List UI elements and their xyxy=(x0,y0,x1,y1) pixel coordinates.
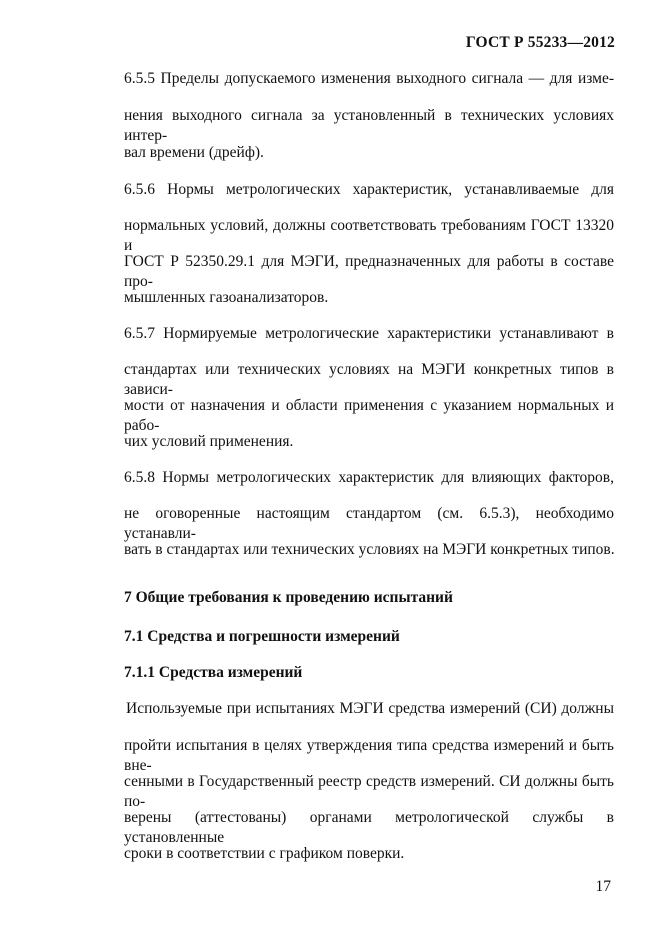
paragraph-7-1-1-line-3: сенными в Государственный реестр средств измерений. СИ должны быть по- xyxy=(124,773,614,810)
paragraph-6-5-5-line-2: нения выходного сигнала за установленный в технических условиях интер- xyxy=(124,107,614,144)
paragraph-6-5-7-line-3: мости от назначения и области применения с указанием нормальных и рабо- xyxy=(124,397,614,434)
paragraph-6-5-7-line-1: 6.5.7 Нормируемые метрологические характеристики устанавливают в xyxy=(124,325,614,342)
paragraph-6-5-6-line-1: 6.5.6 Нормы метрологических характеристик, устанавливаемые для xyxy=(124,181,614,198)
paragraph-6-5-5-line-3: вал времени (дрейф). xyxy=(124,144,264,161)
section-7-heading: 7 Общие требования к проведению испытаний xyxy=(124,589,453,606)
paragraph-6-5-6-line-2: нормальных условий, должны соответствовать требованиям ГОСТ 13320 и xyxy=(124,217,614,254)
paragraph-6-5-8-line-1: 6.5.8 Нормы метрологических характеристик для влияющих факторов, xyxy=(124,469,614,486)
section-7-1-heading: 7.1 Средства и погрешности измерений xyxy=(124,628,400,645)
page-number: 17 xyxy=(595,878,611,895)
paragraph-6-5-8-line-3: вать в стандартах или технических условиях на МЭГИ конкретных типов. xyxy=(124,541,615,558)
paragraph-6-5-6-line-4: мышленных газоанализаторов. xyxy=(124,289,329,306)
section-7-1-1-heading: 7.1.1 Средства измерений xyxy=(124,664,303,681)
document-header-standard: ГОСТ Р 55233—2012 xyxy=(465,34,615,51)
paragraph-6-5-7-line-2: стандартах или технических условиях на МЭГИ конкретных типов в зависи- xyxy=(124,361,614,398)
paragraph-7-1-1-line-5: сроки в соответствии с графиком поверки. xyxy=(124,845,405,862)
paragraph-6-5-6-line-3: ГОСТ Р 52350.29.1 для МЭГИ, предназначенных для работы в составе про- xyxy=(124,253,614,290)
paragraph-6-5-7-line-4: чих условий применения. xyxy=(124,433,294,450)
paragraph-7-1-1-line-2: пройти испытания в целях утверждения типа средства измерений и быть вне- xyxy=(124,737,614,774)
paragraph-7-1-1-line-4: верены (аттестованы) органами метрологической службы в установленные xyxy=(124,809,614,846)
paragraph-6-5-5-line-1: 6.5.5 Пределы допускаемого изменения выходного сигнала — для изме- xyxy=(124,70,614,87)
paragraph-6-5-8-line-2: не оговоренные настоящим стандартом (см. 6.5.3), необходимо устанавли- xyxy=(124,505,614,542)
paragraph-7-1-1-line-1: Используемые при испытаниях МЭГИ средства измерений (СИ) должны xyxy=(126,700,614,717)
